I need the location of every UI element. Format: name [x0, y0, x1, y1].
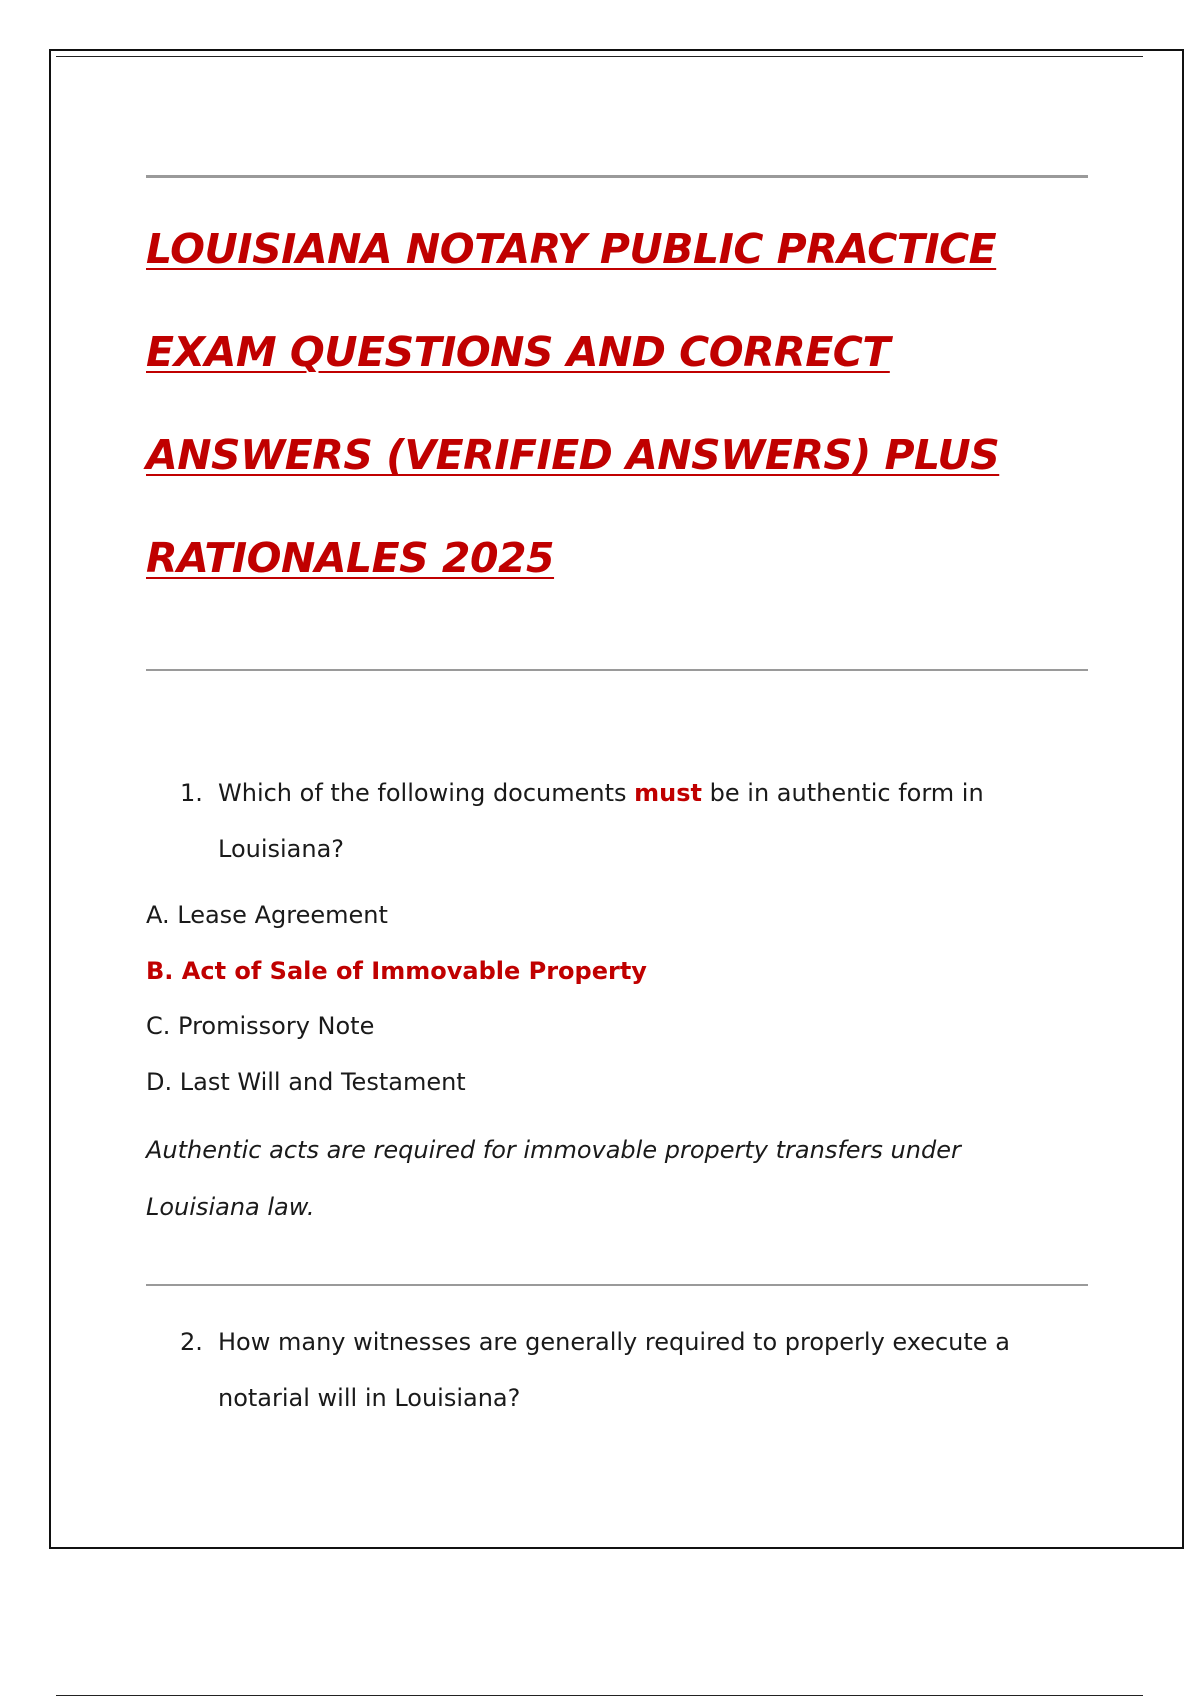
question-1-option-a: A. Lease Agreement	[146, 901, 388, 929]
question-1-number: 1.	[180, 779, 203, 807]
title-line-1: LOUISIANA NOTARY PUBLIC PRACTICE	[146, 225, 997, 273]
document-title	[146, 198, 1096, 610]
title-line-4: RATIONALES 2025	[146, 534, 555, 582]
question-1-option-b-correct: B. Act of Sale of Immovable Property	[146, 957, 647, 985]
question-1-emphasis: must	[634, 779, 703, 807]
top-rule	[56, 56, 1143, 57]
question-2-number: 2.	[180, 1328, 203, 1356]
question-2-text: How many witnesses are generally required to properly execute a notarial will in Louisiana?	[218, 1328, 1010, 1412]
title-line-3: ANSWERS (VERIFIED ANSWERS) PLUS	[146, 431, 1000, 479]
question-divider	[146, 1284, 1088, 1286]
title-line-2: EXAM QUESTIONS AND CORRECT	[146, 328, 890, 376]
question-1-text	[218, 765, 1060, 877]
question-1	[180, 765, 1060, 877]
question-1-option-c: C. Promissory Note	[146, 1012, 375, 1040]
title-bottom-divider	[146, 669, 1088, 671]
question-1-option-d: D. Last Will and Testament	[146, 1068, 466, 1096]
title-top-divider	[146, 175, 1088, 178]
bottom-rule	[56, 1695, 1143, 1696]
question-1-text-before: Which of the following documents	[218, 779, 635, 807]
question-2	[180, 1314, 1060, 1426]
question-1-text-after: be in authentic form in Louisiana?	[218, 779, 984, 863]
question-1-rationale: Authentic acts are required for immovable property transfers under Louisiana law.	[146, 1136, 961, 1221]
